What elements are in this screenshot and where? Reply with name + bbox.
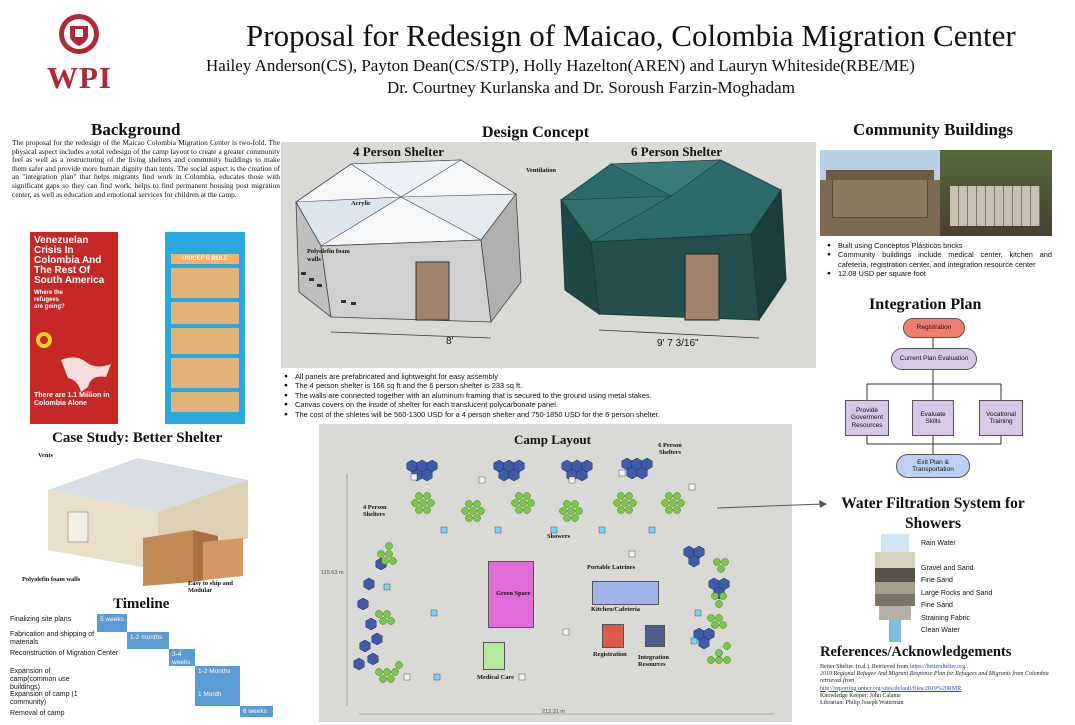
shower-icon [649, 527, 655, 533]
four-person-shelter [376, 611, 383, 618]
four-person-shelter [388, 676, 395, 683]
latrine-icon [519, 674, 525, 680]
four-person-shelter [626, 493, 633, 500]
four-person-shelter [716, 650, 723, 657]
four-person-shelter [622, 500, 629, 507]
community-building-photo [820, 150, 940, 236]
easy-ship-label: Easy to ship and Modular [188, 580, 233, 594]
timeline-bar: 3-4 weeks [169, 649, 195, 666]
four-person-shelter [420, 500, 427, 507]
reference-link[interactable]: http://reporting.unhcr.org/sites/default/files/2019%20RMR [820, 685, 962, 692]
four-person-shelter [392, 669, 399, 676]
shower-icon [434, 674, 440, 680]
vents-label: Vents [38, 452, 54, 459]
four-person-shelter [380, 676, 387, 683]
green-space [488, 561, 534, 628]
foam-walls-label: Polyolefin foam walls [307, 248, 350, 263]
four-person-shelter [572, 501, 579, 508]
four-person-shelter [666, 507, 673, 514]
latrine-icon [629, 551, 635, 557]
four-person-shelter [524, 493, 531, 500]
integration-plan-heading: Integration Plan [869, 296, 982, 313]
timeline-row-label: Expansion of camp (1 community) [10, 691, 78, 706]
four-person-shelter [384, 611, 391, 618]
four-person-shelter [416, 507, 423, 514]
four-person-shelter [466, 515, 473, 522]
four-person-label: 4 Person Shelters [363, 504, 387, 518]
wpi-logo-text: WPI [47, 60, 112, 95]
community-bullet: ● Community buildings include medical center, kitchen and cafeteria, registration center, and integration resource center [827, 250, 1052, 269]
latrine-icon [411, 474, 417, 480]
foam-walls-label: Polyolefin foam walls [22, 576, 81, 583]
four-person-shelter [614, 500, 621, 507]
four-person-shelter [382, 558, 389, 565]
six-person-shelter [360, 640, 370, 652]
four-person-shelter [708, 657, 715, 664]
camp-width-dimension: 212.31 m [542, 709, 565, 715]
design-bullet: ● Canvas covers on the inside of shelter for each translucent polycarbonate panel. [284, 400, 660, 409]
six-person-shelter [358, 598, 368, 610]
timeline-row-label: Removal of camp [10, 710, 65, 717]
background-heading: Background [91, 120, 181, 139]
green-space-label: Green Space [496, 590, 531, 597]
four-person-shelter [626, 507, 633, 514]
design-bullet: ● The cost of the shletes will be 560-1300 USD for a 4 person shelter and 750-1850 USD for the 6 person shelter. [284, 410, 660, 419]
four-person-shelter [724, 657, 731, 664]
brick-construction-photo [940, 150, 1052, 236]
timeline-bar: 1-2 Months [195, 666, 240, 684]
acrylic-label: Acrylic [351, 200, 371, 207]
four-person-shelter [714, 559, 721, 566]
kitchen-building [592, 581, 659, 605]
four-person-shelter [428, 500, 435, 507]
camp-map [319, 424, 792, 722]
shower-icon [495, 527, 501, 533]
filter-layer-label: Large Rocks and Sand [921, 589, 993, 597]
four-person-shelter [384, 669, 391, 676]
arrow-icon [715, 498, 830, 514]
four-person-shelter [424, 507, 431, 514]
four-person-shelter [466, 501, 473, 508]
poster-title: Proposal for Redesign of Maicao, Colombia Migration Center [246, 18, 1016, 53]
showers-label: Showers [547, 533, 571, 540]
design-bullet: ● The walls are connected together with an aluminum framing that is secured to the ground using metal stakes. [284, 391, 660, 400]
four-person-shelter [386, 551, 393, 558]
four-person-shelter [720, 622, 727, 629]
reference-line: Knowledge Keeper: John Calame [820, 692, 901, 699]
four-person-shelter [388, 618, 395, 625]
four-person-shelter [474, 501, 481, 508]
references-list [820, 664, 1065, 707]
six-person-shelter [354, 658, 364, 670]
latrine-icon [619, 470, 625, 476]
community-bullet: ● Built using Conceptos Plásticos bricks [827, 241, 1052, 250]
shelter-renderings [281, 142, 816, 368]
four-person-shelter [390, 558, 397, 565]
latrine-icon [479, 477, 485, 483]
shelter4-dimension: 8' [446, 336, 454, 347]
timeline-bar: 5 weeks [97, 614, 127, 632]
design-bullets [284, 372, 660, 419]
camp-layout-heading: Camp Layout [514, 432, 591, 447]
timeline-row-label: Finalizing site plans [10, 616, 72, 623]
four-person-shelter [424, 493, 431, 500]
medical-label: Medical Care [477, 674, 514, 681]
four-person-shelter [524, 507, 531, 514]
vocational-training-box: Vocational Training [979, 400, 1023, 436]
unicef-infographic-title: UNICEF'S ROLE [171, 254, 239, 264]
timeline-bar: 1 Month [195, 684, 240, 706]
four-person-shelter [724, 643, 731, 650]
four-person-shelter [716, 601, 723, 608]
four-person-shelter [564, 515, 571, 522]
timeline-bar: 1-2 months [127, 632, 169, 649]
filter-layer-label: Gravel and Sand [921, 565, 974, 572]
four-person-shelter [712, 622, 719, 629]
community-bullet: ● 12.08 USD per square foot [827, 269, 1052, 278]
four-person-shelter [630, 500, 637, 507]
camp-height-dimension: 115.63 m [321, 570, 344, 576]
six-person-label: 6 Person Shelters [658, 442, 682, 456]
filter-diagram [875, 534, 915, 642]
medical-building [483, 642, 505, 670]
reference-line: 2019 Regional Refugee And Migrant Response Plan for Refugees and Migrants from Colombia retrieved from [820, 671, 1049, 685]
evaluation-box: Current Plan Evaluation [891, 348, 977, 370]
references-heading: References/Acknowledgements [820, 644, 1012, 660]
four-person-shelter [716, 657, 723, 664]
six-person-shelter [366, 618, 376, 630]
four-person-shelter [478, 508, 485, 515]
four-person-shelter [396, 662, 403, 669]
registration-label: Registration [593, 651, 627, 658]
crisis-infographic-title: Venezuelan Crisis In Colombia And The Rest Of South America [34, 235, 105, 286]
four-person-shelter [674, 493, 681, 500]
four-person-shelter [618, 493, 625, 500]
timeline-heading: Timeline [113, 596, 170, 612]
reference-line: Librarian: Philip Joseph Waterman [820, 700, 904, 707]
filter-layer-label: Straining Fabric [921, 614, 971, 622]
four-person-shelter [512, 500, 519, 507]
better-shelter-image [22, 450, 273, 594]
crisis-infographic-stat: There are 1.1 Million in Colombia Alone [34, 392, 110, 407]
four-person-shelter [474, 515, 481, 522]
latrine-icon [689, 484, 695, 490]
case-study-heading: Case Study: Better Shelter [52, 430, 223, 446]
four-person-shelter [462, 508, 469, 515]
integration-label: Integration Resources [638, 654, 669, 668]
community-buildings-heading: Community Buildings [853, 120, 1014, 139]
filter-layer-labels [921, 538, 992, 637]
shower-icon [691, 638, 697, 644]
timeline-bar: 6 weeks [240, 706, 273, 717]
four-person-shelter [378, 551, 385, 558]
crisis-infographic [30, 232, 118, 424]
poster-advisors: Dr. Courtney Kurlanska and Dr. Soroush Farzin-Moghadam [387, 78, 795, 97]
design-bullet: ● All panels are prefabricated and lightweight for easy assembly [284, 372, 660, 381]
four-person-shelter [572, 515, 579, 522]
shower-icon [384, 584, 390, 590]
latrine-icon [563, 629, 569, 635]
four-person-shelter [470, 508, 477, 515]
wpi-logo [44, 12, 114, 97]
shower-icon [431, 610, 437, 616]
shower-icon [599, 527, 605, 533]
timeline-row-label: Reconstruction of Migration Center [10, 650, 119, 657]
four-person-shelter [678, 500, 685, 507]
filter-layer-label: Clean Water [921, 627, 960, 635]
design-bullet: ● The 4 person shelter is 166 sq ft and the 6 person shelter is 233 sq ft. [284, 381, 660, 390]
poster-authors: Hailey Anderson(CS), Payton Dean(CS/STP), Holly Hazelton(AREN) and Lauryn Whiteside(RBE/ME) [206, 56, 915, 75]
donut-chart-icon [36, 332, 52, 348]
reference-link[interactable]: https://bettershelter.org/ [909, 664, 967, 670]
four-person-shelter [722, 559, 729, 566]
filter-layer-label: Rain Water [921, 540, 956, 547]
four-person-shelter [618, 507, 625, 514]
shelter6-label: 6 Person Shelter [631, 144, 722, 159]
better-shelter-illustration [28, 450, 273, 588]
four-person-shelter [564, 501, 571, 508]
six-person-shelter [372, 633, 382, 645]
timeline-row-label: Fabrication and shipping of materials [10, 631, 95, 646]
four-person-shelter [520, 500, 527, 507]
design-concept-heading: Design Concept [482, 124, 590, 141]
shower-icon [441, 527, 447, 533]
registration-box: Registration [903, 318, 965, 338]
crisis-infographic-question: Where the refugees are going? [34, 290, 65, 310]
latrine-icon [569, 477, 575, 483]
shelter4-label: 4 Person Shelter [353, 144, 444, 159]
four-person-shelter [708, 615, 715, 622]
gov-resources-box: Provide Goverment Resources [845, 400, 889, 436]
shelter6-dimension: 9' 7 3/16" [657, 338, 699, 349]
shower-icon [695, 610, 701, 616]
four-person-shelter [528, 500, 535, 507]
four-person-shelter [674, 507, 681, 514]
community-bullets [827, 241, 1052, 279]
reference-line: Better Shelter. (n.d.). Retrieved from https://bettershelter.org/. [820, 664, 969, 670]
design-concept-panel [281, 142, 816, 368]
four-person-shelter [718, 566, 725, 573]
world-map-icon [56, 352, 116, 397]
integration-building [645, 625, 665, 647]
four-person-shelter [568, 508, 575, 515]
four-person-shelter [516, 507, 523, 514]
four-person-shelter [576, 508, 583, 515]
ventilation-label: Ventilation [526, 167, 556, 174]
filter-layer-label: Fine Sand [921, 577, 953, 585]
four-person-shelter [716, 615, 723, 622]
four-person-shelter [516, 493, 523, 500]
kitchen-label: Kitchen/Cafeteria [591, 606, 640, 613]
water-filtration-heading: Water Filtration System for Showers [841, 495, 1025, 532]
timeline-row-label: Expansion of camp(common use buildings) [10, 668, 70, 691]
camp-layout-panel [319, 424, 792, 722]
unicef-infographic [165, 232, 245, 424]
four-person-shelter [560, 508, 567, 515]
background-text: The proposal for the redesign of the Maicao Colombia Migration Center is two-fold. The physical aspect includes a total redesign of the camp layout to create a greater community feel as well as a restructuring of the living shelters and community buildings to make them safer and provide more human dignity than tents. The social aspect is the creation of an "integration plan" that helps migrants find work in Colombia, educates those with significant gaps so they can find work, helps to find permanent housing post migration center, as well as education and emotional services for children at the camp. [12, 138, 280, 199]
four-person-shelter [666, 493, 673, 500]
four-person-shelter [670, 500, 677, 507]
six-person-shelter [368, 653, 378, 665]
four-person-shelter [712, 593, 719, 600]
latrine-icon [404, 674, 410, 680]
four-person-shelter [720, 593, 727, 600]
four-person-shelter [412, 500, 419, 507]
four-person-shelter [662, 500, 669, 507]
four-person-shelter [386, 543, 393, 550]
four-person-shelter [376, 669, 383, 676]
four-person-shelter [380, 618, 387, 625]
evaluate-skills-box: Evaluate Skills [912, 400, 954, 436]
four-person-shelter [416, 493, 423, 500]
registration-building [602, 624, 624, 648]
filter-layer-label: Fine Sand [921, 602, 953, 610]
latrines-label: Portable Latrines [587, 564, 636, 571]
exit-plan-box: Exit Plan & Transportation [896, 454, 970, 478]
six-person-shelter [364, 578, 374, 590]
